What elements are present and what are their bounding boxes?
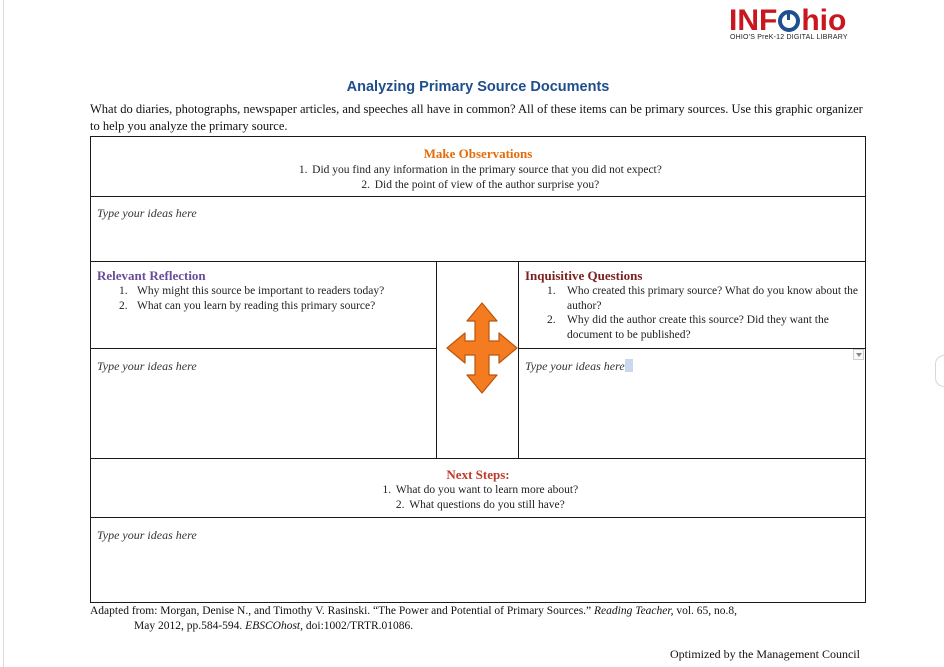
inquisitive-question-1: 1. Who created this primary source? What do you know about the author? xyxy=(547,285,859,312)
next-steps-prompt-cell xyxy=(90,458,866,518)
citation-line-1: Adapted from: Morgan, Denise N., and Timothy V. Rasinski. “The Power and Potential of Primary Sources.” Reading Teacher, vol. 65, no.8, xyxy=(90,605,738,617)
reflection-answer-field[interactable] xyxy=(90,348,437,459)
graphic-organizer xyxy=(90,136,866,603)
four-way-arrow-icon xyxy=(445,301,519,395)
reflection-prompt-cell xyxy=(90,261,437,349)
reflection-question-1: 1. Why might this source be important to readers today? xyxy=(119,285,385,297)
next-steps-questions xyxy=(91,483,865,512)
inquisitive-question-2: 2. Why did the author create this source? Did they want the document to be published? xyxy=(547,314,829,341)
observations-questions xyxy=(91,163,865,192)
chevron-down-icon[interactable] xyxy=(853,349,864,360)
reflection-placeholder: Type your ideas here xyxy=(97,359,197,373)
observation-question-2: 2. Did the point of view of the author surprise you? xyxy=(361,178,600,191)
power-symbol-icon xyxy=(778,10,800,32)
page-edge-handle[interactable] xyxy=(935,355,944,387)
next-steps-title: Next Steps: xyxy=(446,467,510,482)
page-left-margin-line xyxy=(3,0,4,667)
questions-title: Inquisitive Questions xyxy=(525,268,643,283)
infohio-logo xyxy=(729,4,869,46)
logo-wordmark: INF hio xyxy=(729,4,847,37)
logo-tagline: OHIO'S PreK-12 DIGITAL LIBRARY xyxy=(730,34,848,41)
next-steps-placeholder: Type your ideas here xyxy=(97,528,197,542)
footer-credit: Optimized by the Management Council xyxy=(670,647,860,661)
questions-answer-field[interactable] xyxy=(518,348,866,459)
observations-placeholder: Type your ideas here xyxy=(97,206,197,220)
citation-line-2: May 2012, pp.584-594. EBSCOhost, doi:1002/TRTR.01086. xyxy=(134,620,414,632)
reflection-question-2: 2. What can you learn by reading this primary source? xyxy=(119,299,376,312)
questions-placeholder: Type your ideas here xyxy=(525,359,625,373)
observations-title: Make Observations xyxy=(423,146,533,161)
citation xyxy=(90,604,870,634)
observation-question-1: 1. Did you find any information in the primary source that you did not expect? xyxy=(298,164,662,176)
next-step-question-1: 1. What do you want to learn more about? xyxy=(382,484,579,496)
text-cursor-selection xyxy=(625,359,633,372)
observations-answer-field[interactable] xyxy=(90,196,866,262)
inquisitive-questions xyxy=(525,284,859,342)
next-steps-answer-field[interactable] xyxy=(90,517,866,603)
next-step-question-2: 2. What questions do you still have? xyxy=(395,498,565,511)
document-title: Analyzing Primary Source Documents xyxy=(346,79,610,95)
reflection-title: Relevant Reflection xyxy=(97,268,206,283)
intro-paragraph: What do diaries, photographs, newspaper articles, and speeches all have in common? All of these items can be primary sources. Use this graphic organizer to help you analyze the primary source. xyxy=(90,102,863,133)
questions-prompt-cell xyxy=(518,261,866,349)
reflection-questions xyxy=(97,284,430,313)
observations-prompt-cell xyxy=(90,136,866,197)
